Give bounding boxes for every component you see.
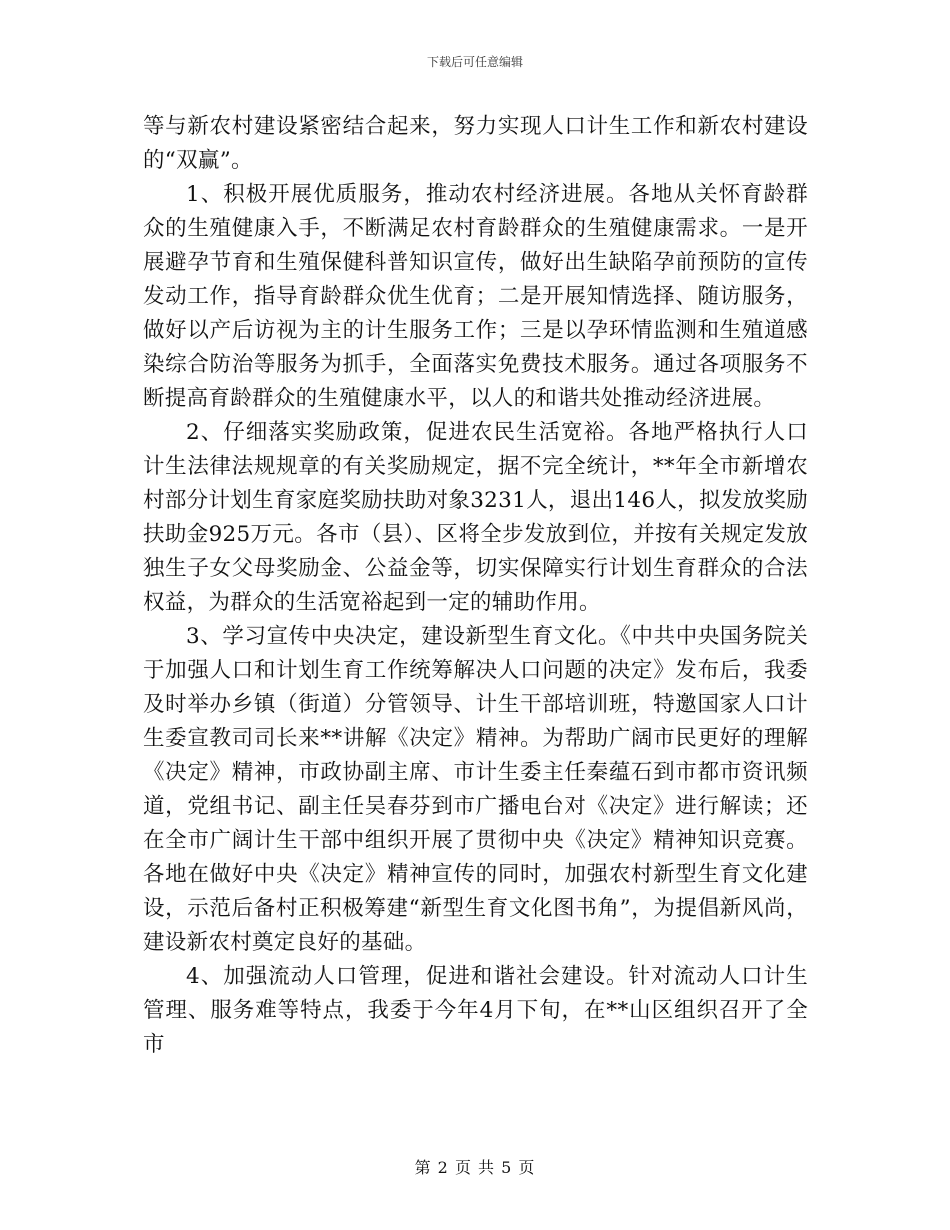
paragraph-item-1: 1、积极开展优质服务，推动农村经济进展。各地从关怀育龄群众的生殖健康入手，不断满足农村育龄群众的生殖健康需求。一是开展避孕节育和生殖保健科普知识宣传，做好出生缺陷孕前预防的宣传发动工作，指导育龄群众优生优育；二是开展知情选择、随访服务，做好以产后访视为主的计生服务工作；三是以孕环情监测和生殖道感染综合防治等服务为抓手，全面落实免费技术服务。通过各项服务不断提高育龄群众的生殖健康水平，以人的和谐共处推动经济进展。 (143, 182, 808, 411)
paragraph-item-3: 3、学习宣传中央决定，建设新型生育文化。《中共中央国务院关于加强人口和计划生育工作统筹解决人口问题的决定》发布后，我委及时举办乡镇（街道）分管领导、计生干部培训班，特邀国家人口计生委宣教司司长来**讲解《决定》精神。为帮助广阔市民更好的理解《决定》精神，市政协副主席、市计生委主任秦蕴石到市都市资讯频道，党组书记、副主任吴春芬到市广播电台对《决定》进行解读；还在全市广阔计生干部中组织开展了贯彻中央《决定》精神知识竞赛。各地在做好中央《决定》精神宣传的同时，加强农村新型生育文化建设，示范后备村正积极筹建“新型生育文化图书角”，为提倡新风尚，建设新农村奠定良好的基础。 (143, 624, 808, 955)
paragraph-item-2: 2、仔细落实奖励政策，促进农民生活宽裕。各地严格执行人口计生法律法规规章的有关奖励规定，据不完全统计，**年全市新增农村部分计划生育家庭奖励扶助对象3231人，退出146人，拟发放奖励扶助金925万元。各市（县）、区将全步发放到位，并按有关规定发放独生子女父母奖励金、公益金等，切实保障实行计划生育群众的合法权益，为群众的生活宽裕起到一定的辅助作用。 (143, 420, 808, 615)
paragraph-item-4: 4、加强流动人口管理，促进和谐社会建设。针对流动人口计生管理、服务难等特点，我委于今年4月下旬，在**山区组织召开了全市 (143, 964, 808, 1057)
page-number-footer: 第 2 页 共 5 页 (414, 1158, 536, 1177)
document-body (143, 110, 808, 1062)
paragraph-continuation: 等与新农村建设紧密结合起来，努力实现人口计生工作和新农村建设的“双赢”。 (143, 114, 808, 173)
page-header-note: 下载后可任意编辑 (426, 55, 523, 69)
